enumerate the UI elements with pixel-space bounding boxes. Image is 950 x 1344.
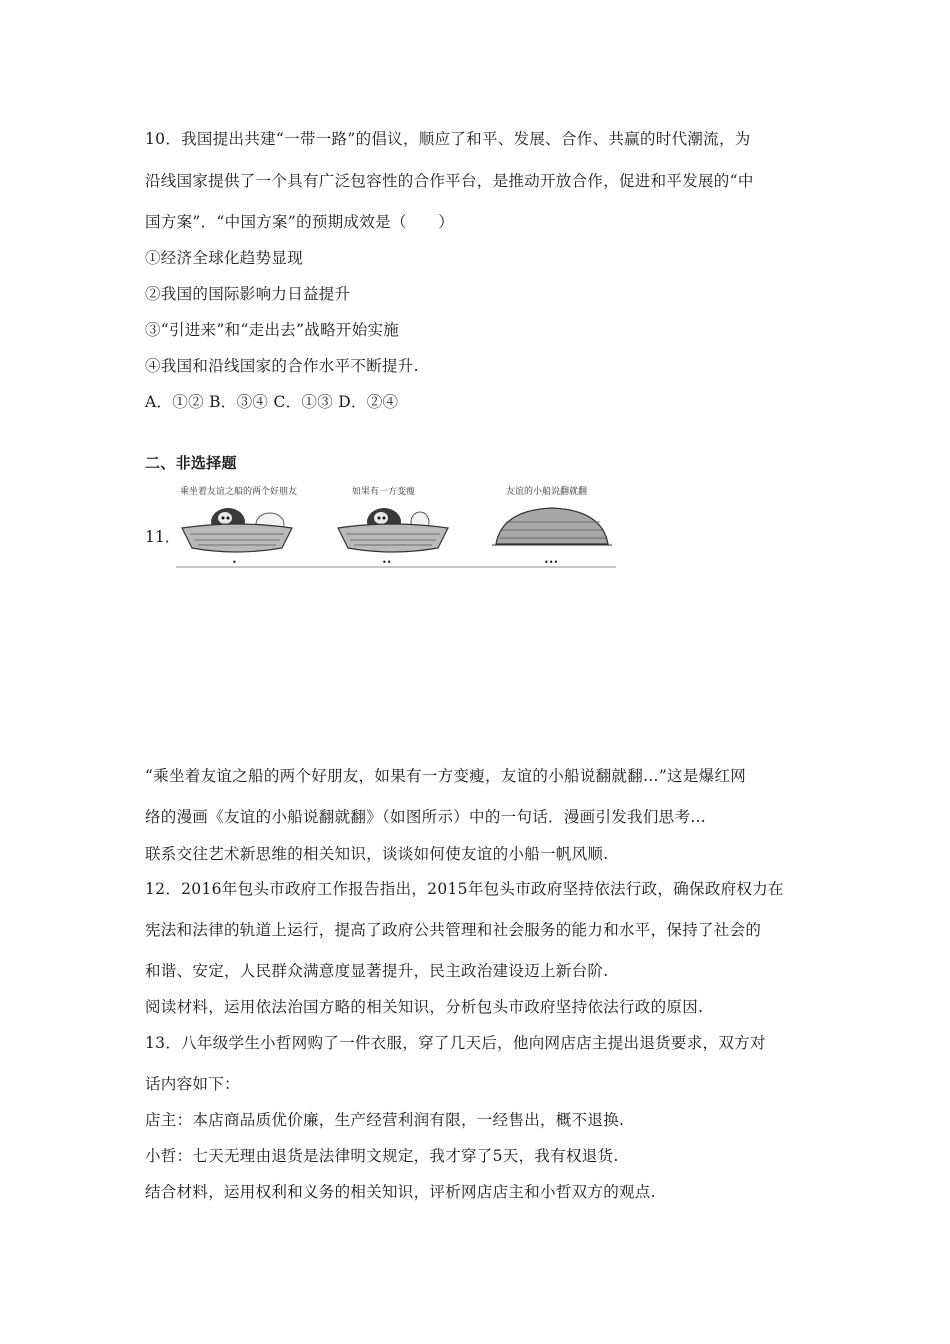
q12-line-2: 宪法和法律的轨道上运行，提高了政府公共管理和社会服务的能力和水平，保持了社会的 bbox=[145, 921, 762, 939]
q10-item-1: ①经济全球化趋势显现 bbox=[145, 249, 304, 267]
panel-2-dots: •• bbox=[382, 558, 392, 567]
boat-2 bbox=[338, 524, 448, 552]
q13-shopkeeper-line: 店主：本店商品质优价廉，生产经营利润有限，一经售出，概不退换. bbox=[145, 1111, 625, 1129]
q12-line-1: 12．2016年包头市政府工作报告指出，2015年包头市政府坚持依法行政，确保政府权力在 bbox=[145, 880, 784, 898]
panel-3-dots: ••• bbox=[544, 558, 559, 567]
q10-stem-line-2: 沿线国家提供了一个具有广泛包容性的合作平台，是推动开放合作，促进和平发展的“中 bbox=[145, 172, 754, 190]
q13-question: 结合材料，运用权利和义务的相关知识，评析网店店主和小哲双方的观点. bbox=[145, 1183, 656, 1201]
capsized-boat bbox=[496, 508, 608, 544]
q10-item-2: ②我国的国际影响力日益提升 bbox=[145, 285, 351, 303]
q11-question: 联系交往艺术新思维的相关知识，谈谈如何使友谊的小船一帆风顺. bbox=[145, 845, 609, 863]
q13-xiaozhe-line: 小哲：七天无理由退货是法律明文规定，我才穿了5天，我有权退货. bbox=[145, 1147, 619, 1165]
friendship-boat-cartoon bbox=[176, 482, 616, 568]
q11-number: 11． bbox=[145, 528, 181, 546]
panel-1-dots: • bbox=[232, 558, 237, 567]
q12-question: 阅读材料，运用依法治国方略的相关知识，分析包头市政府坚持依法行政的原因. bbox=[145, 998, 704, 1016]
cartoon-panel-1 bbox=[180, 485, 297, 567]
q10-item-4: ④我国和沿线国家的合作水平不断提升. bbox=[145, 357, 419, 375]
cartoon-panel-2 bbox=[338, 485, 448, 567]
q11-text-line-1: “乘坐着友谊之船的两个好朋友，如果有一方变瘦，友谊的小船说翻就翻…”这是爆红网 bbox=[145, 767, 747, 785]
q10-stem-line-3: 国方案”．“中国方案”的预期成效是（ ） bbox=[145, 213, 455, 231]
boat-1 bbox=[182, 524, 292, 552]
q10-options: A．①② B．③④ C．①③ D．②④ bbox=[145, 393, 399, 411]
panel-2-caption: 如果有一方变瘦 bbox=[352, 487, 416, 497]
q10-item-3: ③“引进来”和“走出去”战略开始实施 bbox=[145, 321, 400, 339]
q11-text-line-2: 络的漫画《友谊的小船说翻就翻》（如图所示）中的一句话．漫画引发我们思考… bbox=[145, 808, 707, 826]
panel-3-caption: 友谊的小船说翻就翻 bbox=[506, 487, 588, 497]
q12-line-3: 和谐、安定，人民群众满意度显著提升，民主政治建设迈上新台阶. bbox=[145, 962, 609, 980]
q10-stem-line-1: 10．我国提出共建“一带一路”的倡议，顺应了和平、发展、合作、共赢的时代潮流，为 bbox=[145, 130, 751, 148]
panel-1-caption: 乘坐着友谊之船的两个好朋友 bbox=[180, 487, 298, 497]
q13-line-1: 13．八年级学生小哲网购了一件衣服，穿了几天后，他向网店店主提出退货要求，双方对 bbox=[145, 1034, 766, 1052]
cartoon-panel-3 bbox=[492, 485, 612, 567]
q13-line-2: 话内容如下： bbox=[145, 1075, 240, 1093]
section-heading: 二、非选择题 bbox=[145, 454, 237, 472]
